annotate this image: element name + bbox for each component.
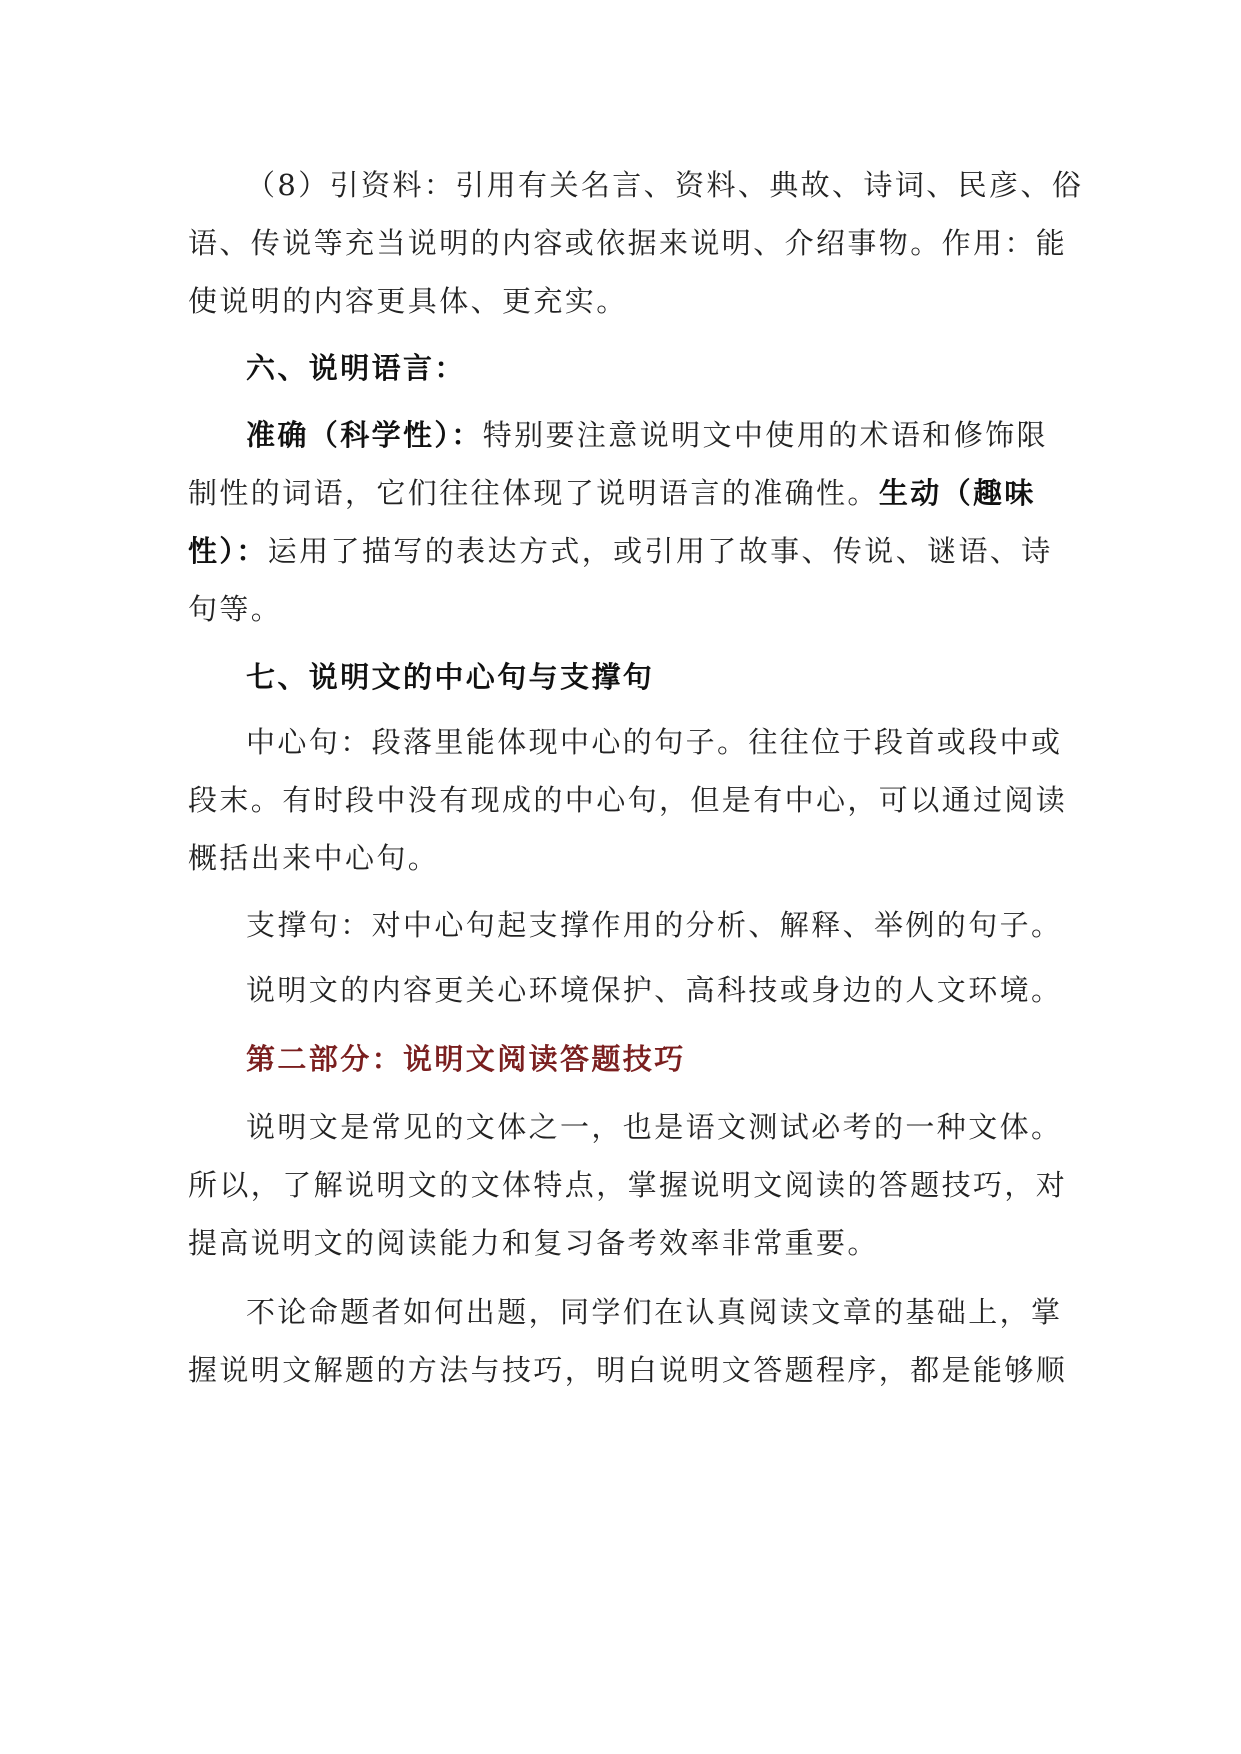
part-2-heading: 第二部分：说明文阅读答题技巧	[246, 1042, 686, 1076]
accuracy-text-2: 制性的词语，它们往往体现了说明语言的准确性。	[188, 476, 879, 510]
vivid-line-3	[188, 529, 1068, 573]
part-2-para-a-line-1: 说明文是常见的文体之一，也是语文测试必考的一种文体。	[246, 1110, 1063, 1144]
center-sentence-line-2: 段末。有时段中没有现成的中心句，但是有中心，可以通过阅读	[188, 783, 1068, 817]
accuracy-line-1	[246, 413, 1126, 457]
content-note-line: 说明文的内容更关心环境保护、高科技或身边的人文环境。	[246, 973, 1063, 1007]
part-2-para-a-line-3: 提高说明文的阅读能力和复习备考效率非常重要。	[188, 1226, 879, 1260]
vivid-line-4: 句等。	[188, 592, 283, 626]
vivid-text-3: 运用了描写的表达方式，或引用了故事、传说、谜语、诗	[267, 534, 1053, 568]
center-sentence-line-1: 中心句：段落里能体现中心的句子。往往位于段首或段中或	[246, 725, 1063, 759]
vivid-label-a: 生动（趣味	[878, 476, 1036, 510]
para-8-line-1: （8）引资料：引用有关名言、资料、典故、诗词、民彦、俗	[246, 168, 1084, 202]
vivid-label-b: 性）：	[188, 534, 268, 568]
section-6-heading: 六、说明语言：	[246, 351, 466, 385]
accuracy-line-2	[188, 471, 1068, 515]
support-sentence-line: 支撑句：对中心句起支撑作用的分析、解释、举例的句子。	[246, 908, 1063, 942]
part-2-para-b-line-2: 握说明文解题的方法与技巧，明白说明文答题程序，都是能够顺	[188, 1353, 1068, 1387]
accuracy-label: 准确（科学性）：	[246, 418, 483, 452]
center-sentence-line-3: 概括出来中心句。	[188, 841, 440, 875]
para-8-line-3: 使说明的内容更具体、更充实。	[188, 284, 628, 318]
part-2-para-a-line-2: 所以，了解说明文的文体特点，掌握说明文阅读的答题技巧，对	[188, 1168, 1068, 1202]
section-7-heading: 七、说明文的中心句与支撑句	[246, 660, 655, 694]
part-2-para-b-line-1: 不论命题者如何出题，同学们在认真阅读文章的基础上，掌	[246, 1295, 1063, 1329]
para-8-line-2: 语、传说等充当说明的内容或依据来说明、介绍事物。作用：能	[188, 226, 1068, 260]
accuracy-text-1: 特别要注意说明文中使用的术语和修饰限	[482, 418, 1048, 452]
